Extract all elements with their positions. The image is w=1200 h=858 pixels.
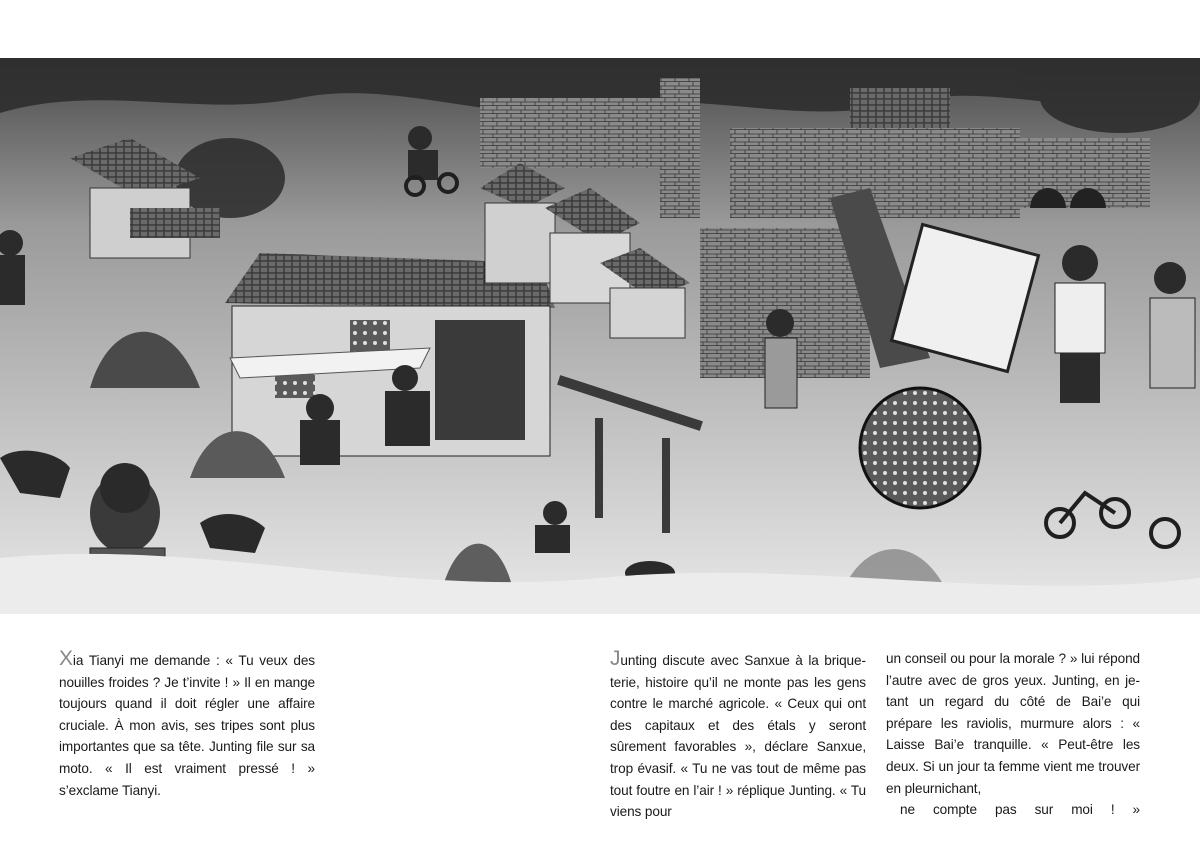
round-lattice-screen [860,388,980,508]
text-column-2 [610,648,866,823]
drop-cap-x: X [59,647,73,670]
column-2-body: unting discute avec Sanxue à la briqueterie, histoire qu’il ne monte pas les gens contre le marché agricole. « Ceux qui ont des capitaux et des étals y seront sûrement favorables », déclare Sanxue, trop évasif. « Tu ne vas tout de même pas tout foutre en l’air ! » réplique Junting. « Tu viens pour [610,653,866,820]
column-3-last-line: ne compte pas sur moi ! » [900,802,1140,818]
village-ink-painting [0,58,1200,614]
drop-cap-j: J [610,647,621,670]
text-column-3 [886,648,1140,821]
ink-illustration [0,58,1200,614]
text-column-1 [59,648,315,801]
column-1-body: ia Tianyi me demande : « Tu veux des nouilles froides ? Je t’invite ! » Il en mange toujours quand il doit régler une affaire cruciale. À mon avis, ses tripes sont plus importantes que sa tête. Junting file sur sa moto. « Il est vraiment pressé ! » s’exclame Tianyi. [59,653,315,798]
column-3-body: un conseil ou pour la morale ? » lui répond l’autre avec de gros yeux. Junting, en jetant un regard du côté de Bai’e qui prépare les raviolis, murmure alors : « Laisse Bai’e tranquille. « Peut-être les deux. Si un jour ta femme vient me trouver en pleurnichant, [886,651,1140,796]
